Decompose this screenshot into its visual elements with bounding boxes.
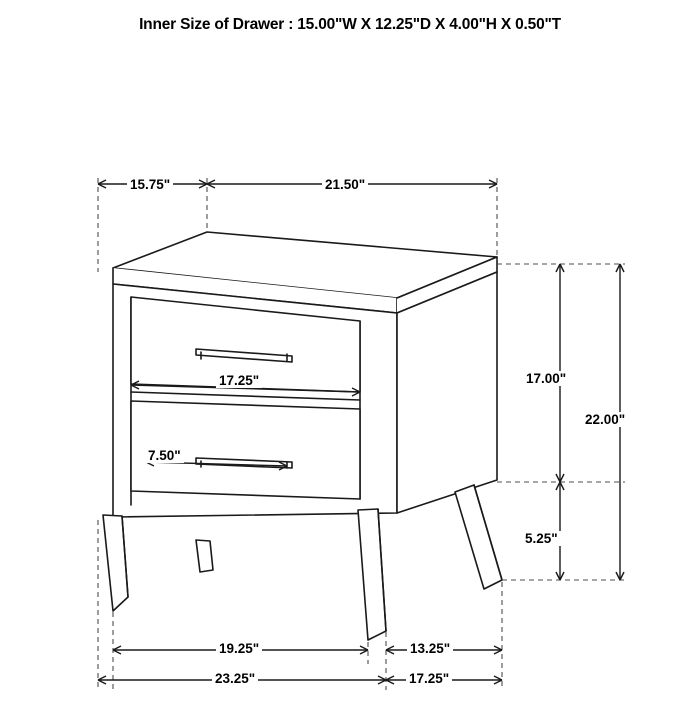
dim-bottom-inner-left: 19.25"	[216, 641, 262, 656]
dim-right-total: 22.00"	[582, 412, 628, 427]
dim-right-upper: 17.00"	[523, 371, 569, 386]
dim-drawer-lower: 7.50"	[145, 448, 184, 463]
dim-bottom-outer-left: 23.25"	[212, 671, 258, 686]
dim-top-right: 21.50"	[322, 177, 368, 192]
page-title: Inner Size of Drawer : 15.00"W X 12.25"D X 4.00"H X 0.50"T	[139, 16, 561, 33]
dim-bottom-inner-right: 13.25"	[407, 641, 453, 656]
dim-top-left: 15.75"	[127, 177, 173, 192]
dim-right-lower: 5.25"	[522, 531, 561, 546]
dim-bottom-outer-right: 17.25"	[406, 671, 452, 686]
dim-drawer-upper: 17.25"	[216, 373, 262, 388]
